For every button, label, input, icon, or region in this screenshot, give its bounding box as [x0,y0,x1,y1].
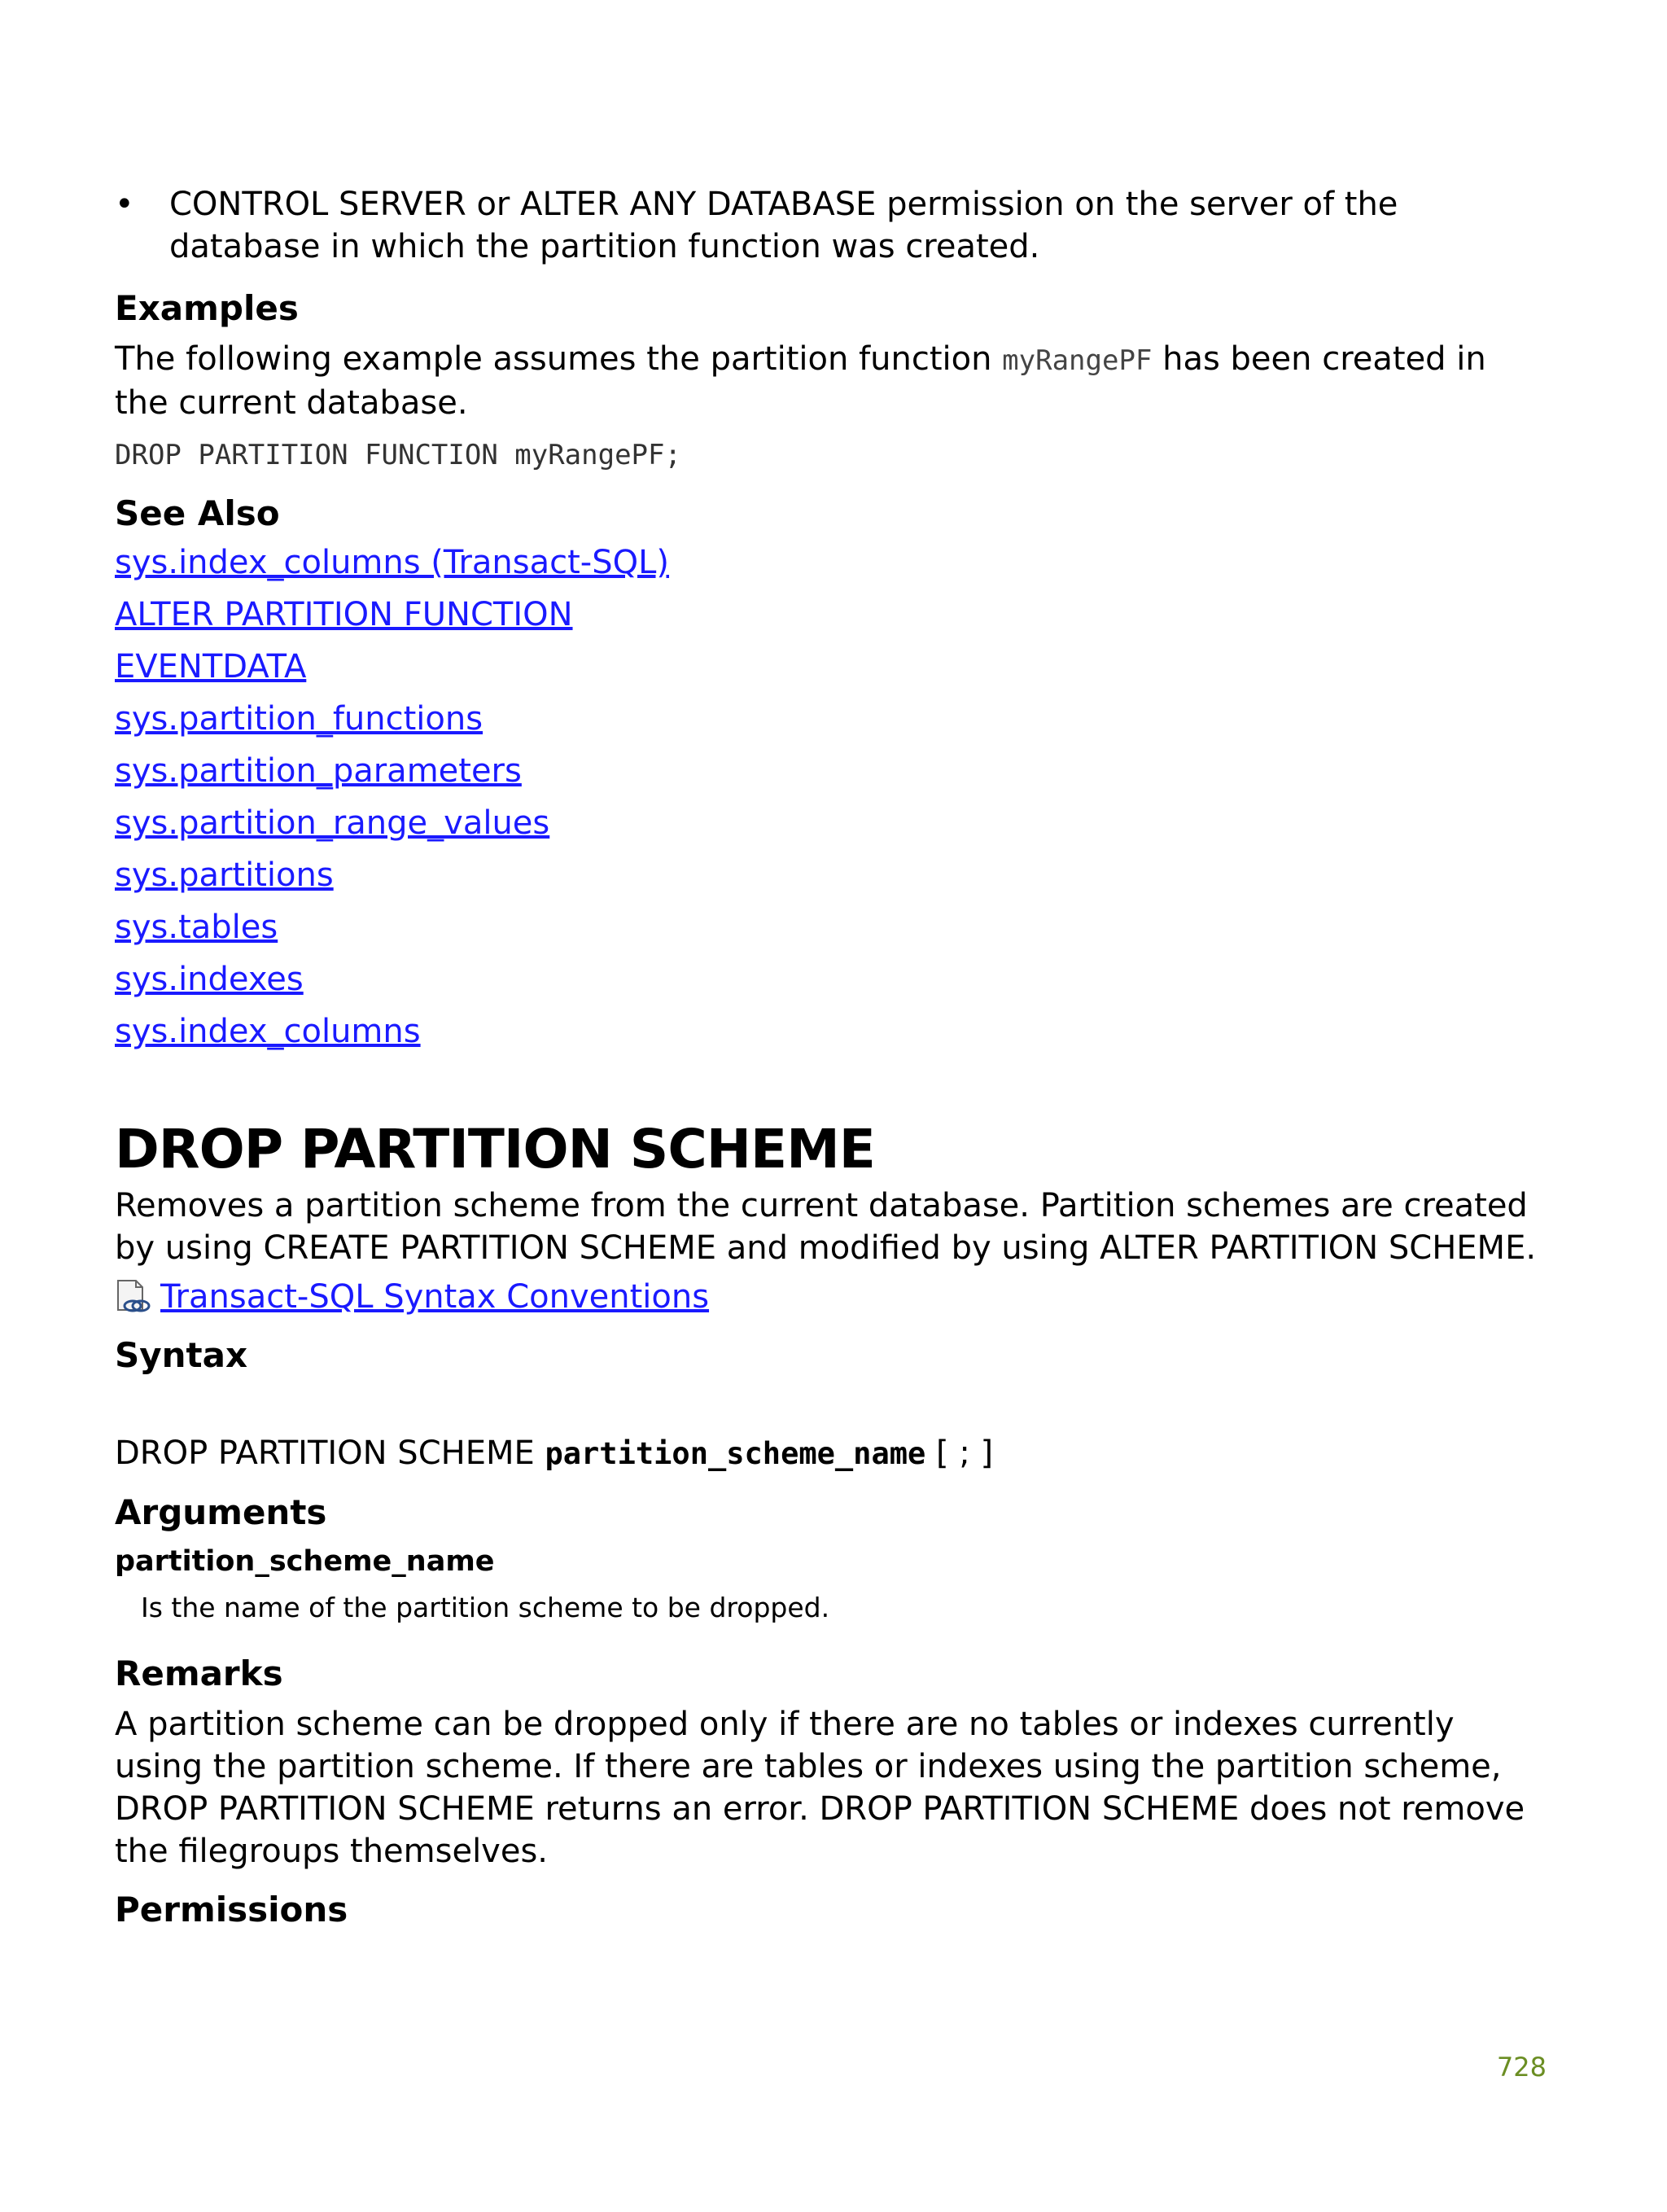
list-item [115,1005,1547,1058]
syntax-heading: Syntax [115,1335,248,1375]
examples-paragraph [115,338,1547,424]
list-item [115,797,1547,849]
see-also-list [115,537,1547,1058]
link-sys-indexes[interactable]: sys.indexes [115,961,304,998]
link-sys-index-columns[interactable]: sys.index_columns [115,1013,421,1050]
permissions-heading: Permissions [115,1890,348,1929]
arguments-heading: Arguments [115,1492,327,1532]
syntax-line [115,1432,1547,1475]
conventions-row [115,1276,1547,1318]
page-number: 728 [1496,2052,1547,2083]
link-sys-tables[interactable]: sys.tables [115,909,278,946]
list-item [115,953,1547,1005]
examples-heading: Examples [115,288,299,328]
link-sys-partition-range-values[interactable]: sys.partition_range_values [115,804,550,842]
examples-inline-code: myRangePF [1002,344,1153,377]
conventions-link[interactable]: Transact-SQL Syntax Conventions [160,1278,710,1316]
examples-code: DROP PARTITION FUNCTION myRangePF; [115,439,681,471]
list-item [115,693,1547,745]
permission-bullet [115,183,1547,268]
list-item [115,537,1547,589]
list-item [115,589,1547,641]
link-eventdata[interactable]: EVENTDATA [115,648,307,686]
remarks-heading: Remarks [115,1654,283,1693]
intro-paragraph: Removes a partition scheme from the current database. Partition schemes are created by using CREATE PARTITION SCHEME and modified by using ALTER PARTITION SCHEME. [115,1187,1537,1267]
argument-description: Is the name of the partition scheme to be dropped. [141,1592,830,1623]
document-page [115,183,1547,1933]
link-sys-partition-functions[interactable]: sys.partition_functions [115,700,483,738]
syntax-param: partition_scheme_name [545,1436,926,1471]
list-item [115,745,1547,797]
link-alter-partition-function[interactable]: ALTER PARTITION FUNCTION [115,596,573,633]
link-sys-partitions[interactable]: sys.partitions [115,856,334,894]
examples-text-after: has been created in the current database. [115,340,1486,422]
list-item [115,901,1547,953]
link-sys-partition-parameters[interactable]: sys.partition_parameters [115,752,522,790]
page-title: DROP PARTITION SCHEME [115,1118,875,1180]
syntax-prefix: DROP PARTITION SCHEME [115,1435,545,1472]
argument-name: partition_scheme_name [115,1545,495,1578]
examples-text-before: The following example assumes the partition function [115,340,1003,378]
syntax-suffix: [ ; ] [925,1435,994,1472]
see-also-heading: See Also [115,493,280,533]
link-sys-index-columns-tsql[interactable]: sys.index_columns (Transact-SQL) [115,544,669,581]
bullet-icon: • [115,186,134,223]
document-link-icon [115,1279,152,1315]
bullet-text: CONTROL SERVER or ALTER ANY DATABASE permission on the server of the database in which the partition function was created. [169,186,1398,265]
remarks-paragraph: A partition scheme can be dropped only if there are no tables or indexes currently using the partition scheme. If there are tables or indexes using the partition scheme, DROP PARTITION SCHEME returns an error. DROP PARTITION SCHEME does not remove the filegroups themselves. [115,1706,1525,1870]
list-item [115,641,1547,693]
list-item [115,849,1547,901]
